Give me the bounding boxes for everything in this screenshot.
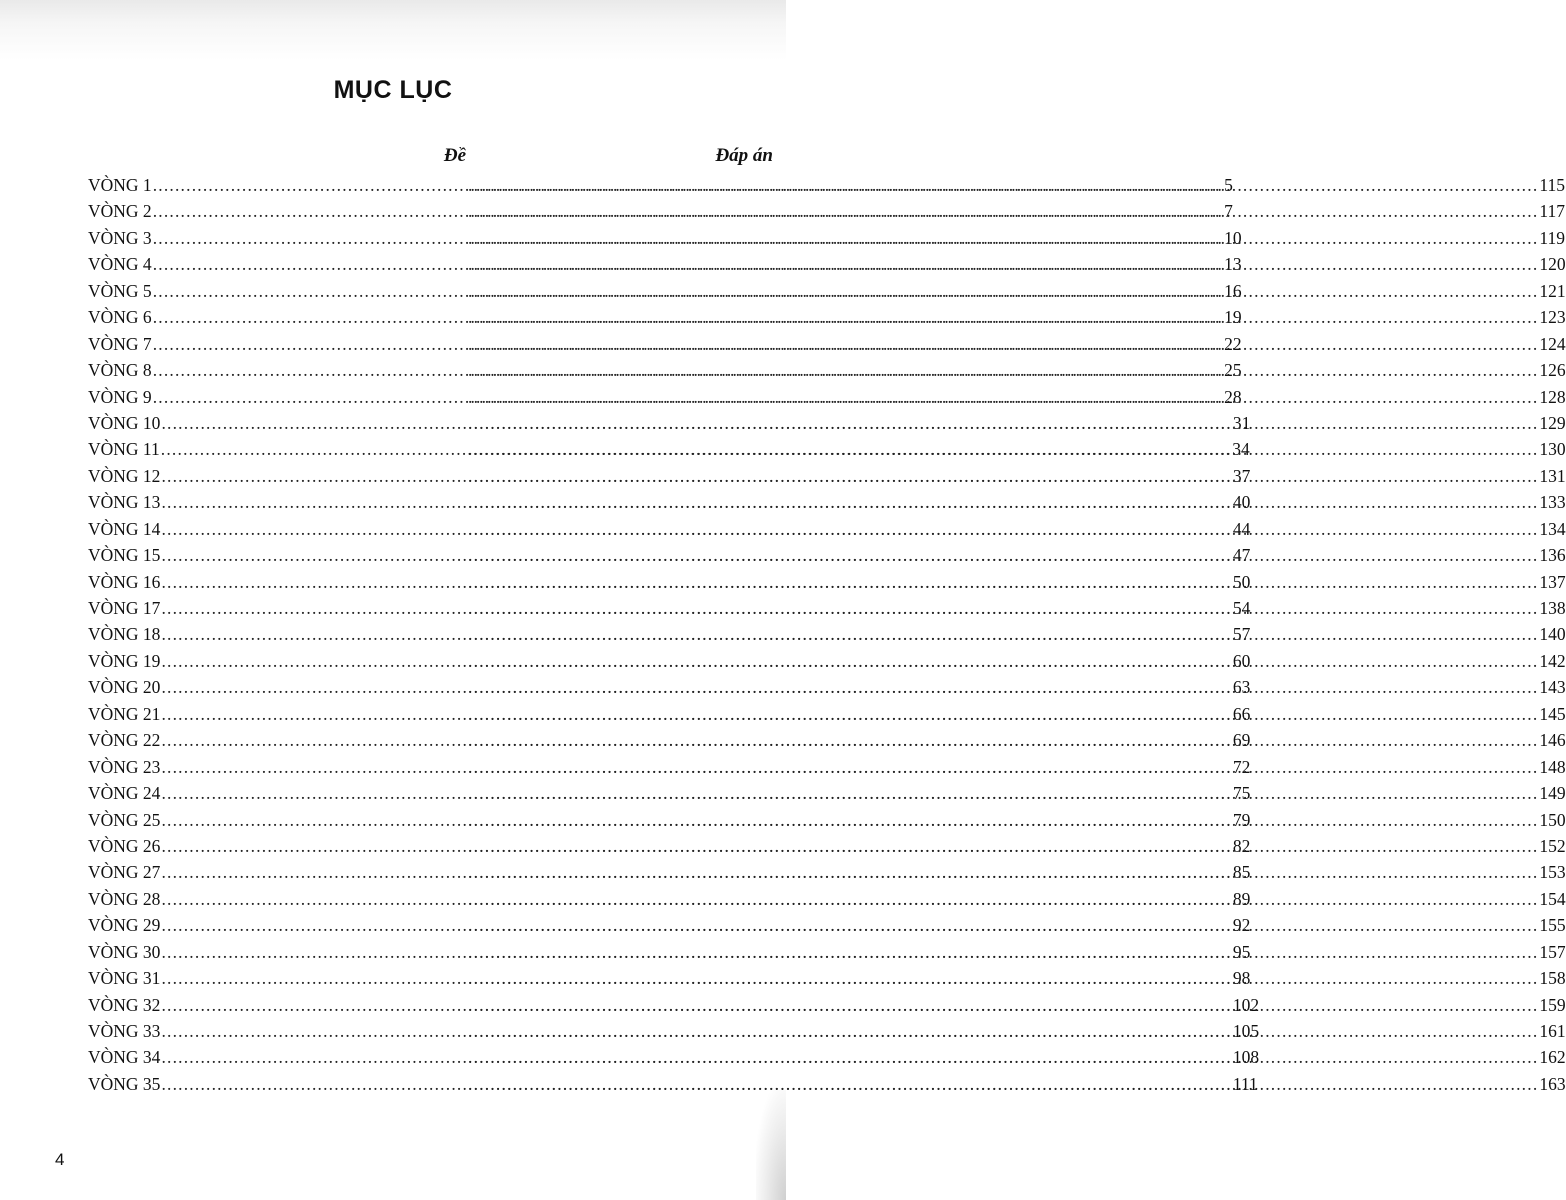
toc-row-answer-part [467,807,1566,833]
toc-row-de-part [88,489,1251,515]
toc-row [88,436,1566,462]
toc-row-de-page: 28 [1224,386,1242,407]
toc-row-de-part [88,754,1251,780]
toc-row-de-page: 95 [1232,941,1251,962]
toc-row-answer-page: 148 [1539,756,1566,777]
dot-leader [468,595,1538,621]
toc-row-answer-part [467,172,1565,198]
toc-row-de-page: 10 [1224,227,1242,248]
toc-row-de-part [88,542,1251,568]
toc-row-answer-part [467,727,1566,753]
page-number: 4 [55,1150,65,1169]
dot-leader [468,198,1538,224]
toc-row-answer-page: 129 [1539,412,1566,433]
toc-row-de-page: 57 [1232,624,1251,645]
toc-row-de-page: 40 [1232,492,1251,513]
toc-row-de-part [88,198,1233,224]
toc-row-answer-page: 130 [1539,439,1566,460]
toc-row-de-part [88,674,1251,700]
toc-row-answer-part [467,912,1566,938]
toc-row-de-page: 44 [1232,518,1251,539]
toc-row-label: VÒNG 18 [88,624,161,645]
toc-row-de-part [88,886,1251,912]
toc-row [88,807,1566,833]
dot-leader [468,251,1538,277]
toc-row-label: VÒNG 9 [88,386,152,407]
toc-row-answer-page: 117 [1539,201,1566,222]
toc-row-answer-part [467,859,1566,885]
dot-leader [468,939,1538,965]
toc-row-de-page: 54 [1232,598,1251,618]
toc-row [88,992,1566,1018]
dot-leader [468,1071,1538,1097]
toc-row-answer-part [467,648,1566,674]
toc-row-answer-page: 161 [1539,1021,1566,1041]
toc-row-label: VÒNG 33 [88,1021,161,1041]
toc-row-answer-part [467,384,1566,410]
toc-row-de-part [88,912,1251,938]
toc-row-de-part [88,780,1251,806]
toc-row-answer-page: 133 [1539,492,1566,513]
toc-row-de-part [88,621,1251,647]
toc-row-de-part [88,595,1251,621]
toc-row [88,357,1566,383]
dot-leader [468,701,1538,727]
toc-row-answer-part [467,965,1566,991]
toc-row [88,542,1566,568]
toc-row-label: VÒNG 31 [88,968,161,989]
toc-row [88,489,1566,515]
toc-row-answer-part [467,489,1566,515]
toc-row [88,780,1566,806]
toc-row [88,516,1566,542]
toc-row-de-page: 13 [1224,254,1242,275]
dot-leader [468,331,1538,357]
toc-row [88,965,1566,991]
toc-row-label: VÒNG 15 [88,545,161,566]
toc-row-answer-part [467,621,1566,647]
dot-leader [468,489,1538,515]
toc-row-de-page: 108 [1232,1047,1260,1068]
toc-row-answer-part [467,674,1566,700]
toc-row [88,225,1566,251]
toc-row [88,463,1566,489]
toc-row-de-part [88,251,1242,277]
toc-row [88,251,1566,277]
toc-row-de-part [88,939,1251,965]
toc-row-de-page: 79 [1232,809,1251,830]
toc-row-de-page: 82 [1232,835,1251,856]
dot-leader [468,357,1538,383]
toc-row-answer-page: 150 [1539,809,1566,830]
toc-row-de-page: 37 [1232,465,1251,486]
toc-row-de-page: 63 [1232,677,1251,698]
toc-row-de-page: 60 [1232,650,1251,671]
toc-row-answer-page: 142 [1539,650,1566,671]
toc-row-de-part [88,357,1242,383]
toc-row-de-page: 47 [1232,545,1251,566]
toc-row-answer-part [467,569,1566,595]
dot-leader [468,542,1538,568]
dot-leader [468,754,1538,780]
toc-row-label: VÒNG 23 [88,756,161,777]
toc-row [88,833,1566,859]
table-of-contents [88,172,1566,1097]
toc-row-label: VÒNG 19 [88,650,161,671]
toc-row-answer-page: 162 [1539,1047,1566,1068]
toc-row-de-page: 75 [1232,783,1251,804]
toc-row-answer-part [467,701,1566,727]
toc-row-label: VÒNG 1 [88,175,152,195]
toc-row-de-part [88,384,1242,410]
column-header-dap-an: Đáp án [715,145,773,166]
toc-row-label: VÒNG 3 [88,227,152,248]
toc-row-de-part [88,992,1260,1018]
toc-row-label: VÒNG 34 [88,1047,161,1068]
toc-row-de-page: 7 [1224,201,1233,222]
toc-row-de-part [88,648,1251,674]
dot-leader [468,463,1538,489]
toc-row-label: VÒNG 2 [88,201,152,222]
toc-row-answer-page: 152 [1539,835,1566,856]
page-title: MỤC LỤC [333,76,453,104]
toc-row-answer-part [467,251,1566,277]
toc-row-de-page: 5 [1224,175,1233,195]
toc-row-label: VÒNG 4 [88,254,152,275]
dot-leader [468,1018,1538,1044]
toc-row-label: VÒNG 25 [88,809,161,830]
toc-row-answer-part [467,198,1565,224]
toc-row-de-page: 102 [1232,994,1260,1015]
toc-row-de-part [88,1018,1260,1044]
toc-row-answer-page: 115 [1539,175,1566,195]
dot-leader [468,833,1538,859]
toc-row-answer-page: 159 [1539,994,1566,1015]
toc-row [88,595,1566,621]
toc-row-answer-page: 131 [1539,465,1566,486]
toc-row-answer-page: 120 [1539,254,1566,275]
toc-row-answer-part [467,595,1566,621]
toc-row-label: VÒNG 5 [88,280,152,301]
toc-row-answer-page: 137 [1539,571,1566,592]
toc-row-answer-page: 158 [1539,968,1566,989]
toc-row-de-part [88,727,1251,753]
toc-row-answer-part [467,833,1566,859]
toc-row-de-page: 72 [1232,756,1251,777]
toc-row-answer-part [467,780,1566,806]
toc-row [88,886,1566,912]
dot-leader [468,225,1538,251]
toc-row-de-page: 16 [1224,280,1242,301]
toc-row-de-part [88,701,1251,727]
dot-leader [468,516,1538,542]
toc-row-answer-page: 140 [1539,624,1566,645]
toc-row [88,304,1566,330]
toc-row-answer-page: 157 [1539,941,1566,962]
dot-leader [468,569,1538,595]
toc-row-de-part [88,807,1251,833]
toc-row-de-page: 98 [1232,968,1251,989]
toc-row [88,754,1566,780]
toc-row-answer-page: 138 [1539,598,1566,618]
toc-row-label: VÒNG 26 [88,835,161,856]
toc-row [88,384,1566,410]
toc-row-answer-page: 121 [1539,280,1566,301]
toc-row-de-page: 85 [1232,862,1251,883]
toc-row-label: VÒNG 20 [88,677,161,698]
dot-leader [468,278,1538,304]
toc-row [88,172,1566,198]
toc-row-answer-page: 146 [1539,730,1566,751]
toc-row-label: VÒNG 27 [88,862,161,883]
toc-row [88,939,1566,965]
toc-row-answer-page: 126 [1539,360,1566,381]
toc-row-answer-part [467,436,1566,462]
toc-row-answer-page: 123 [1539,307,1566,328]
dot-leader [468,780,1538,806]
toc-row-answer-page: 145 [1539,703,1566,724]
dot-leader [468,912,1538,938]
dot-leader [468,304,1538,330]
toc-row-de-part [88,965,1251,991]
toc-row [88,859,1566,885]
toc-row-answer-part [467,331,1566,357]
toc-row-de-page: 25 [1224,360,1242,381]
toc-row-de-page: 89 [1232,888,1251,909]
toc-row-label: VÒNG 30 [88,941,161,962]
toc-row-answer-page: 155 [1539,915,1566,936]
toc-row-answer-page: 119 [1539,227,1566,248]
toc-row-de-part [88,410,1251,436]
toc-row-de-page: 34 [1232,439,1250,460]
toc-row-answer-part [467,304,1566,330]
dot-leader [468,410,1538,436]
toc-row [88,569,1566,595]
toc-row-de-part [88,172,1233,198]
toc-row-de-page: 111 [1232,1073,1258,1094]
dot-leader [468,436,1538,462]
toc-row [88,912,1566,938]
toc-row-label: VÒNG 29 [88,915,161,936]
toc-row-label: VÒNG 17 [88,598,161,618]
toc-row-answer-part [467,225,1565,251]
toc-row-label: VÒNG 16 [88,571,161,592]
toc-row-de-part [88,833,1251,859]
toc-row-label: VÒNG 22 [88,730,161,751]
toc-row-de-page: 50 [1232,571,1251,592]
toc-row [88,648,1566,674]
dot-leader [468,621,1538,647]
toc-row-answer-part [467,542,1566,568]
dot-leader [468,172,1538,198]
toc-row-answer-page: 134 [1539,518,1566,539]
toc-row-de-part [88,569,1251,595]
dot-leader [468,859,1538,885]
toc-row-answer-page: 124 [1539,333,1566,354]
dot-leader [468,1044,1538,1070]
toc-row [88,278,1566,304]
toc-row-de-part [88,331,1242,357]
toc-row-label: VÒNG 14 [88,518,161,539]
toc-row-answer-part [467,410,1566,436]
toc-row-label: VÒNG 12 [88,465,161,486]
toc-row [88,674,1566,700]
toc-row [88,1044,1566,1070]
toc-row-label: VÒNG 35 [88,1073,161,1094]
toc-row-label: VÒNG 24 [88,783,161,804]
toc-row-answer-page: 128 [1539,386,1566,407]
toc-row-label: VÒNG 21 [88,703,161,724]
toc-row-de-part [88,304,1242,330]
toc-row-de-page: 66 [1232,703,1251,724]
toc-row [88,331,1566,357]
toc-row-label: VÒNG 8 [88,360,152,381]
toc-row-answer-part [467,1071,1566,1097]
dot-leader [468,674,1538,700]
toc-row-answer-page: 149 [1539,783,1566,804]
toc-row-de-part [88,859,1251,885]
toc-row-label: VÒNG 11 [88,439,160,460]
toc-row-de-part [88,225,1242,251]
scan-shadow-corner [756,1090,786,1200]
column-header-de: Đề [443,145,466,166]
dot-leader [468,727,1538,753]
toc-row [88,410,1566,436]
toc-row [88,727,1566,753]
dot-leader [468,384,1538,410]
toc-row [88,1018,1566,1044]
toc-row-answer-page: 136 [1539,545,1566,566]
toc-row-de-part [88,436,1250,462]
toc-row-label: VÒNG 10 [88,412,161,433]
dot-leader [468,965,1538,991]
toc-row-label: VÒNG 6 [88,307,152,328]
toc-row [88,198,1566,224]
toc-row [88,1071,1566,1097]
toc-row-answer-part [467,886,1566,912]
toc-row [88,621,1566,647]
toc-row-de-part [88,1071,1258,1097]
toc-row-de-page: 92 [1232,915,1251,936]
toc-row-answer-page: 143 [1539,677,1566,698]
toc-row-de-part [88,278,1242,304]
toc-row-answer-page: 154 [1539,888,1566,909]
toc-row-de-part [88,516,1251,542]
toc-row-answer-part [467,992,1566,1018]
toc-row-label: VÒNG 13 [88,492,161,513]
toc-row-de-page: 22 [1224,333,1242,354]
toc-row-de-part [88,463,1251,489]
scan-shadow-top [0,0,786,60]
dot-leader [468,886,1538,912]
dot-leader [468,992,1538,1018]
dot-leader [468,648,1538,674]
toc-row-answer-part [467,278,1566,304]
toc-row-answer-part [467,939,1566,965]
toc-row-answer-page: 153 [1539,862,1566,883]
toc-row-de-page: 69 [1232,730,1251,751]
toc-row-label: VÒNG 7 [88,333,152,354]
toc-row-de-page: 31 [1232,412,1251,433]
toc-row-answer-part [467,1044,1566,1070]
toc-row-answer-part [467,463,1566,489]
toc-row-label: VÒNG 32 [88,994,161,1015]
toc-row-answer-part [467,1018,1566,1044]
toc-row [88,701,1566,727]
toc-row-answer-part [467,516,1566,542]
toc-row-de-page: 19 [1224,307,1242,328]
toc-row-label: VÒNG 28 [88,888,161,909]
toc-row-de-page: 105 [1232,1021,1260,1041]
toc-row-answer-page: 163 [1539,1073,1566,1094]
toc-row-answer-part [467,357,1566,383]
toc-row-de-part [88,1044,1260,1070]
dot-leader [468,807,1538,833]
toc-row-answer-part [467,754,1566,780]
